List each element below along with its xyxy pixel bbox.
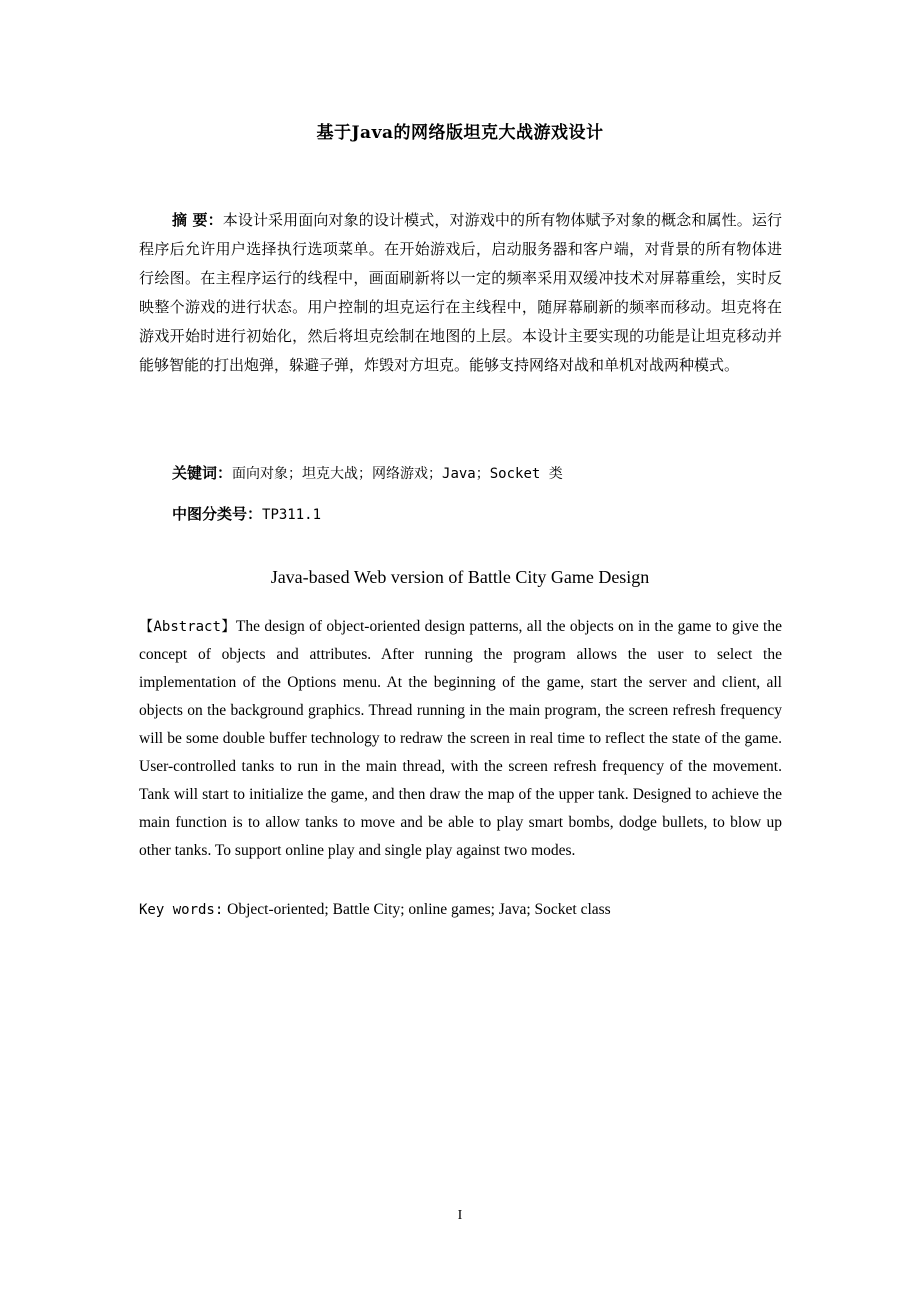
chinese-keywords-text: 面向对象；坦克大战；网络游戏；Java；Socket 类 [232, 466, 563, 482]
english-title: Java-based Web version of Battle City Game Design [270, 567, 650, 587]
chinese-classification-label: 中图分类号： [172, 505, 263, 523]
english-keywords-label: Key words: [139, 902, 224, 918]
english-abstract [139, 613, 782, 865]
chinese-abstract-text: 本设计采用面向对象的设计模式，对游戏中的所有物体赋予对象的概念和属性。运行程序后允许用户选择执行选项菜单。在开始游戏后，启动服务器和客户端，对背景的所有物体进行绘图。在主程序运行的线程中，画面刷新将以一定的频率采用双缓冲技术对屏幕重绘，实时反映整个游戏的进行状态。用户控制的坦克运行在主线程中，随屏幕刷新的频率而移动。坦克将在游戏开始时进行初始化，然后将坦克绘制在地图的上层。本设计主要实现的功能是让坦克移动并能够智能的打出炮弹，躲避子弹，炸毁对方坦克。能够支持网络对战和单机对战两种模式。 [139, 211, 782, 374]
english-abstract-label: 【Abstract】 [139, 619, 236, 635]
chinese-abstract [139, 206, 782, 380]
page-number: I [457, 1208, 463, 1223]
english-keywords [139, 898, 611, 922]
chinese-classification [172, 503, 321, 526]
english-keywords-text: Object-oriented; Battle City; online games; Java; Socket class [223, 901, 611, 918]
chinese-keywords-label: 关键词： [172, 464, 233, 482]
chinese-classification-text: TP311.1 [262, 507, 322, 523]
chinese-abstract-label: 摘 要： [172, 211, 223, 229]
chinese-keywords [172, 462, 563, 485]
english-abstract-text: The design of object-oriented design patterns, all the objects on in the game to give the concept of objects and attributes. After running the program allows the user to select the implementation of the Options menu. At the beginning of the game, start the server and client, all objects on the background graphics. Thread running in the main program, the screen refresh frequency will be some double buffer technology to redraw the screen in real time to reflect the state of the game. User-controlled tanks to run in the main thread, with the screen refresh frequency of the movement. Tank will start to initialize the game, and then draw the map of the upper tank. Designed to achieve the main function is to allow tanks to move and be able to play smart bombs, dodge bullets, to blow up other tanks. To support online play and single play against two modes. [139, 618, 782, 859]
chinese-title: 基于Java的网络版坦克大战游戏设计 [316, 123, 604, 143]
